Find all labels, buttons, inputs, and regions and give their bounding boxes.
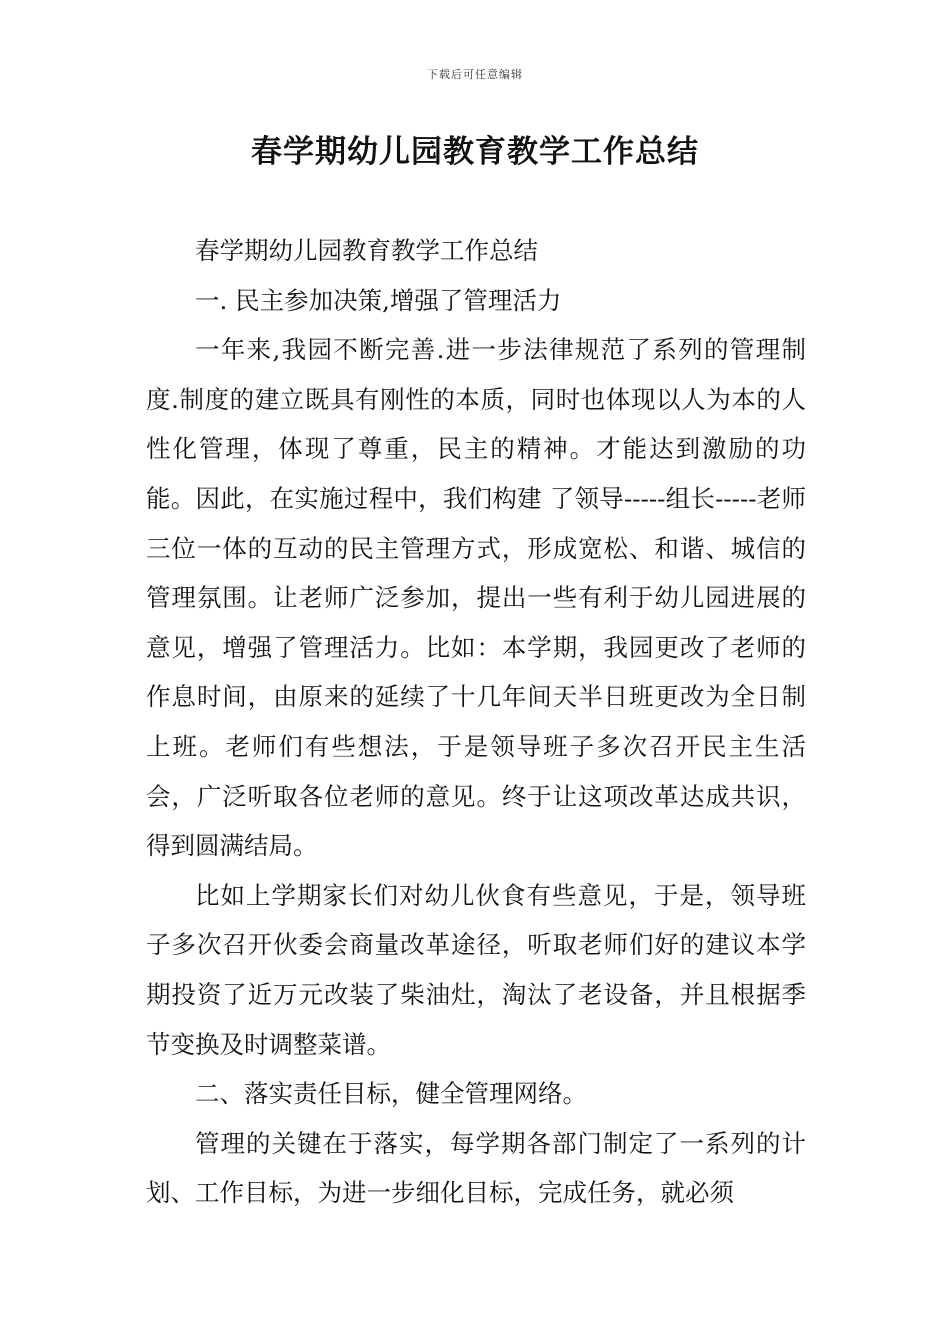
document-title: 春学期幼儿园教育教学工作总结 bbox=[251, 134, 699, 170]
paragraph-meals-reform: 比如上学期家长们对幼儿伙食有些意见，于是，领导班子多次召开伙委会商量改革途径，听取老师们好的建议本学期投资了近万元改装了柴油灶，淘汰了老设备，并且根据季节变换及时调整菜谱。 bbox=[146, 880, 806, 1059]
header-note: 下载后可任意编辑 bbox=[427, 68, 523, 81]
paragraph-responsibility: 管理的关键在于落实，每学期各部门制定了一系列的计划、工作目标，为进一步细化目标，完成任务，就必须 bbox=[146, 1128, 806, 1208]
paragraph-section-heading-1: 一. 民主参加决策,增强了管理活力 bbox=[195, 285, 562, 315]
paragraph-subtitle: 春学期幼儿园教育教学工作总结 bbox=[195, 236, 538, 265]
document-body bbox=[146, 226, 806, 1218]
paragraph-section-heading-2: 二、落实责任目标，健全管理网络。 bbox=[195, 1079, 587, 1109]
paragraph-management-system: 一年来,我园不断完善.进一步法律规范了系列的管理制度.制度的建立既具有刚性的本质，同时也体现以人为本的人性化管理，体现了尊重，民主的精神。才能达到激励的功能。因此，在实施过程中，我们构建 了领导-----组长-----老师三位一体的互动的民主管理方式，形成宽松、和谐、城信的管理氛围。让老师广泛参加，提出一些有利于幼儿园进展的意见，增强了管理活力。比如：本学期，我园更改了老师的作息时间，由原来的延续了十几年间天半日班更改为全日制上班。老师们有些想法，于是领导班子多次召开民主生活会，广泛听取各位老师的意见。终于让这项改革达成共识，得到圆满结局。 bbox=[146, 335, 806, 861]
